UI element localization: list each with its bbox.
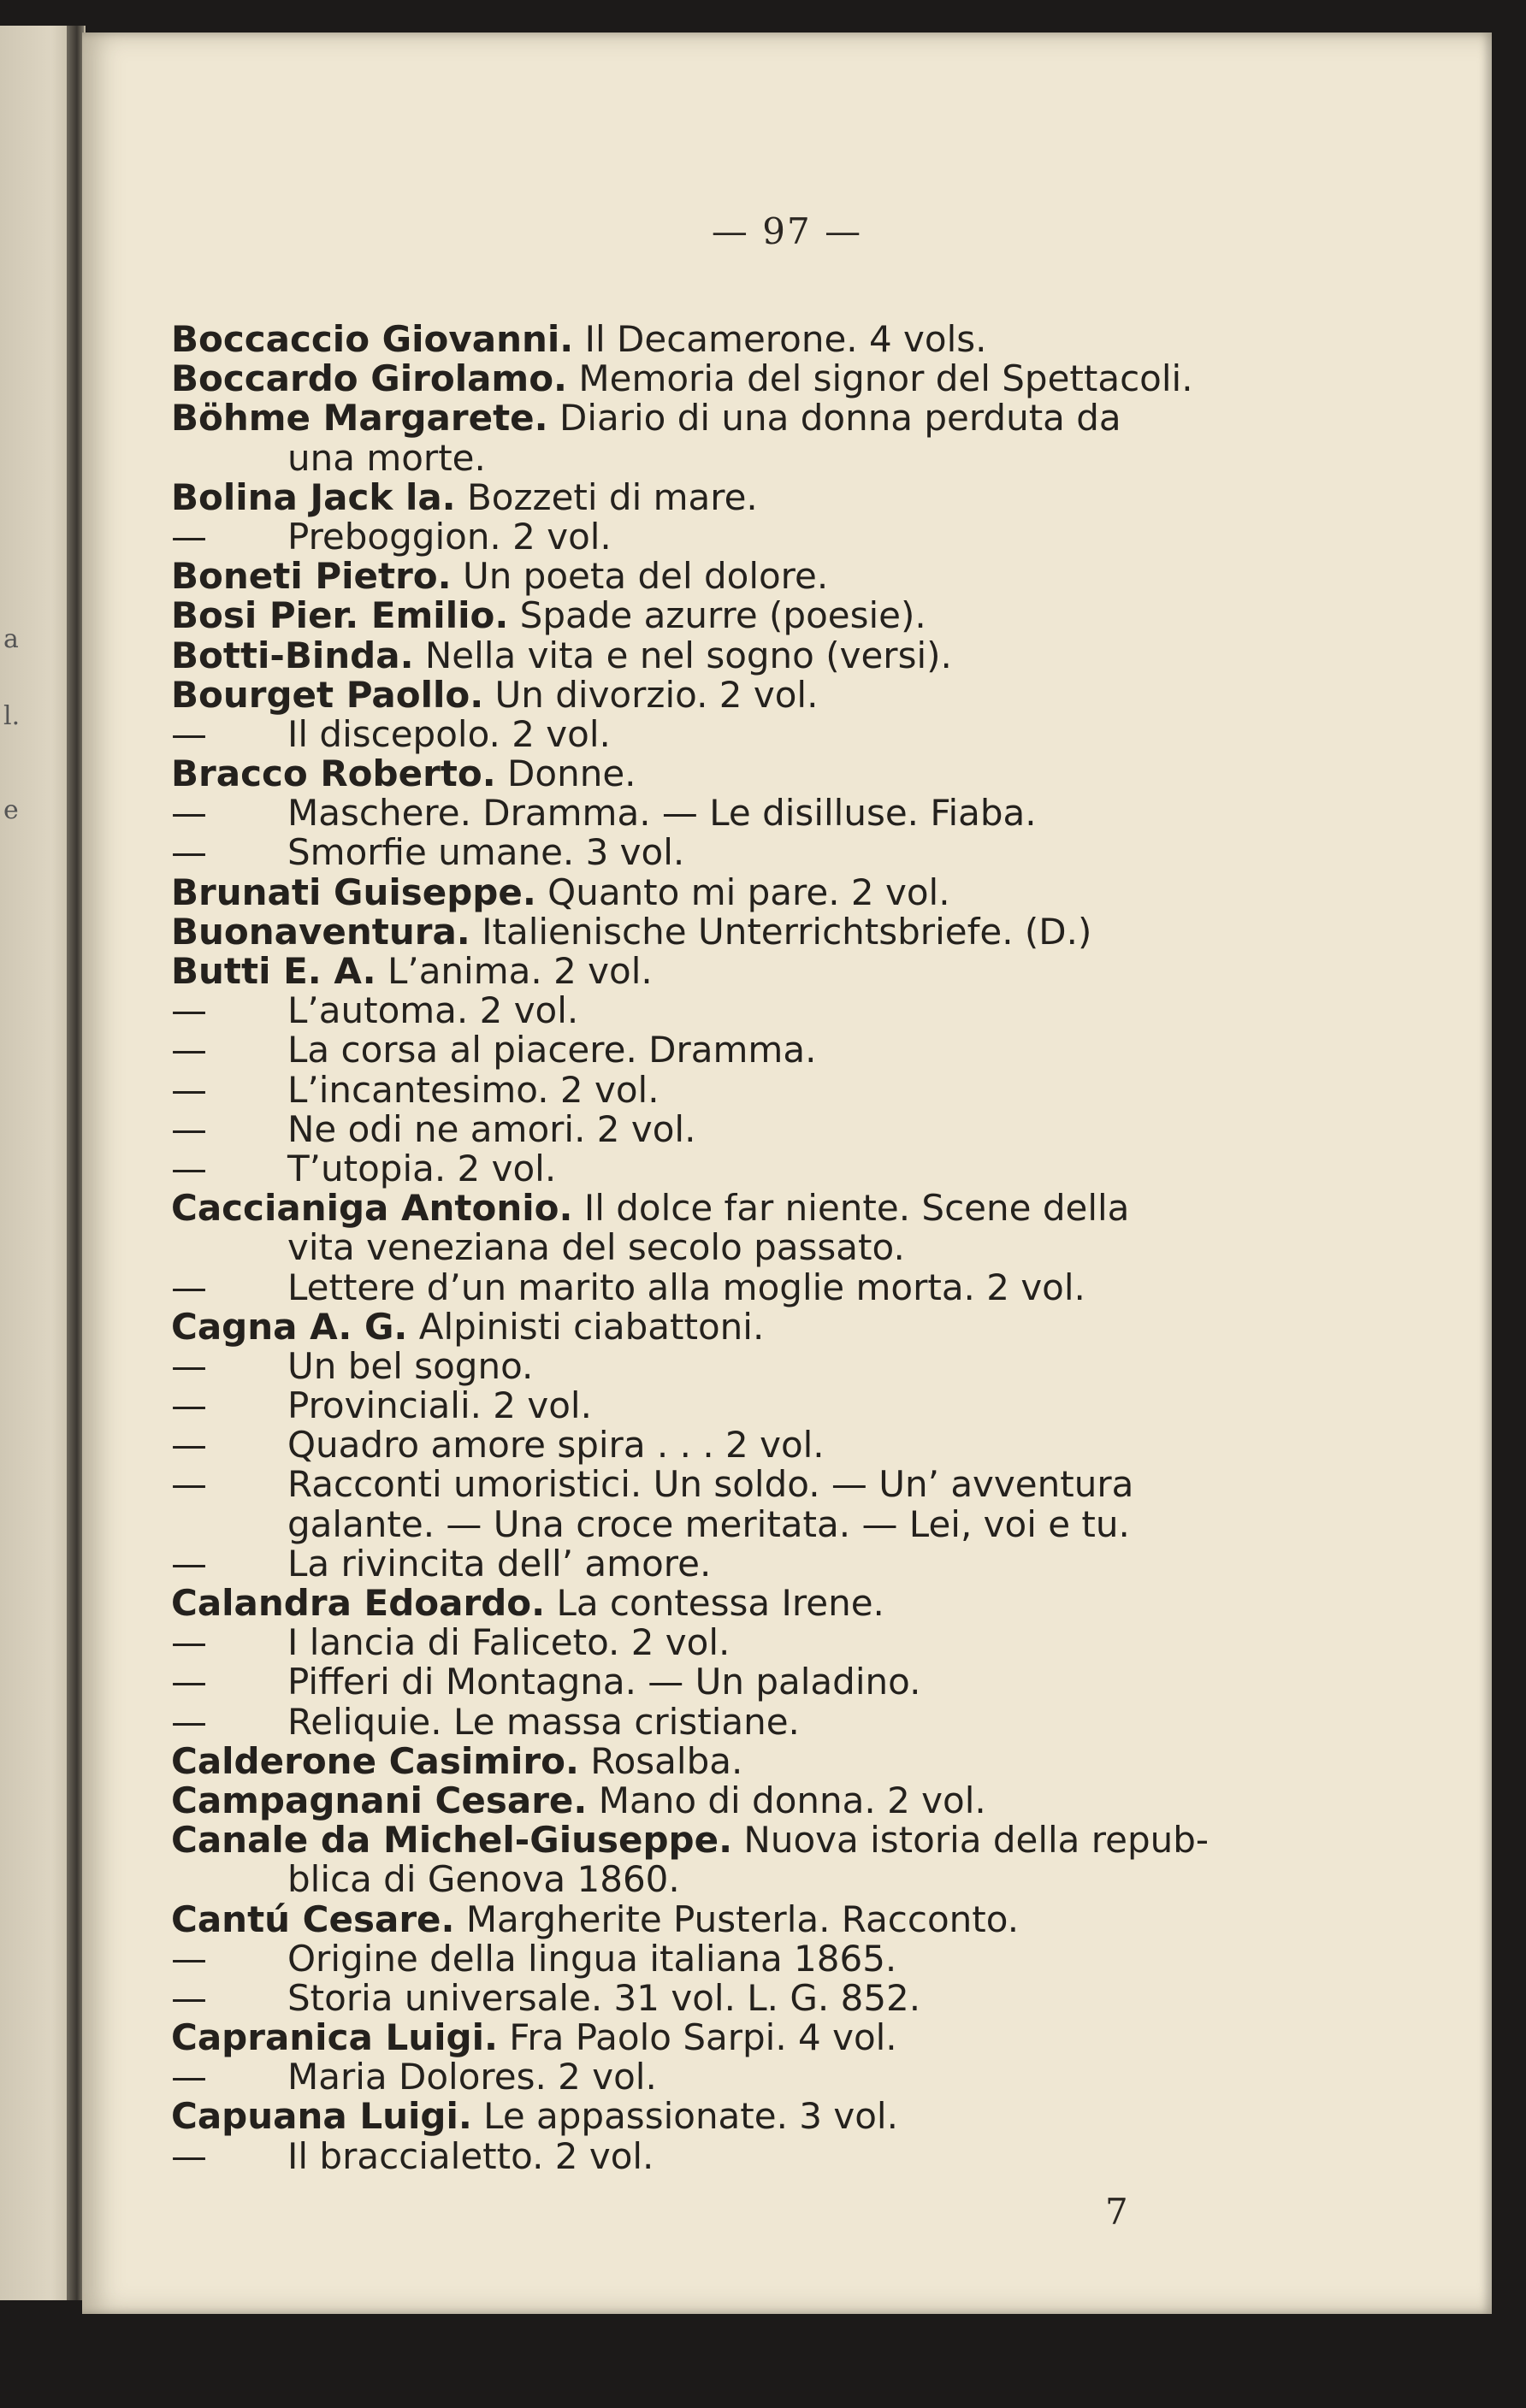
catalog-subentry xyxy=(171,712,1369,755)
title-text: Smorfie umane. 3 vol. xyxy=(287,831,685,874)
title-text: Un divorzio. 2 vol. xyxy=(483,673,819,716)
ditto-dash: — xyxy=(171,1463,207,1506)
author-name: Boccardo Girolamo. xyxy=(171,357,568,400)
title-text: Alpinisti ciabattoni. xyxy=(407,1305,765,1348)
catalog-continuation xyxy=(171,1860,1369,1899)
title-text: Un bel sogno. xyxy=(287,1344,534,1387)
author-name: Caccianiga Antonio. xyxy=(171,1187,573,1230)
catalog-subentry xyxy=(171,1030,1369,1070)
catalog-subentry xyxy=(171,517,1369,557)
title-text: Pifferi di Montagna. — Un paladino. xyxy=(287,1661,921,1703)
title-text: Il discepolo. 2 vol. xyxy=(287,712,611,755)
author-name: Cagna A. G. xyxy=(171,1305,408,1348)
catalog-subentry xyxy=(171,1662,1369,1702)
title-text: Mano di donna. 2 vol. xyxy=(587,1779,986,1821)
author-name: Capranica Luigi. xyxy=(171,2016,498,2059)
title-text: L’incantesimo. 2 vol. xyxy=(287,1068,659,1111)
title-text: T’utopia. 2 vol. xyxy=(287,1147,557,1189)
catalog-entry xyxy=(171,1739,1369,1782)
title-text: La contessa Irene. xyxy=(545,1582,884,1624)
title-text: blica di Genova 1860. xyxy=(287,1858,680,1901)
title-text: vita veneziana del secolo passato. xyxy=(287,1226,905,1269)
catalog-entry xyxy=(171,754,1369,794)
ditto-dash: — xyxy=(171,1937,207,1980)
catalog-subentry xyxy=(171,1344,1369,1387)
title-text: Ne odi ne amori. 2 vol. xyxy=(287,1107,696,1150)
ditto-dash: — xyxy=(171,1976,207,2019)
catalog-entry xyxy=(171,952,1369,991)
ditto-dash: — xyxy=(171,1107,207,1150)
ditto-dash: — xyxy=(171,1621,207,1664)
title-text: Il Decamerone. 4 vols. xyxy=(573,318,987,360)
title-text: L’anima. 2 vol. xyxy=(376,950,653,992)
catalog-entry xyxy=(171,673,1369,716)
title-text: Rosalba. xyxy=(578,1739,743,1782)
author-name: Bourget Paollo. xyxy=(171,673,484,716)
title-text: Un poeta del dolore. xyxy=(451,555,829,598)
page-number-header: — 97 — xyxy=(711,210,863,252)
catalog-subentry xyxy=(171,1107,1369,1150)
catalog-entry xyxy=(171,557,1369,596)
catalog-subentry xyxy=(171,2057,1369,2097)
catalog-entry xyxy=(171,912,1369,952)
catalog-entry xyxy=(171,2018,1369,2057)
author-name: Butti E. A. xyxy=(171,950,376,992)
title-text: Bozzeti di mare. xyxy=(455,475,758,518)
ditto-dash: — xyxy=(171,1700,207,1743)
ditto-dash: — xyxy=(171,1661,207,1703)
ditto-dash: — xyxy=(171,989,207,1032)
catalog-continuation xyxy=(171,1502,1369,1545)
catalog-entry xyxy=(171,1307,1369,1347)
catalog-entry xyxy=(171,873,1369,912)
author-name: Bolina Jack la. xyxy=(171,475,456,518)
catalog-entry xyxy=(171,1189,1369,1228)
signature-mark: 7 xyxy=(1105,2191,1128,2233)
ditto-dash: — xyxy=(171,2056,207,2098)
author-name: Calderone Casimiro. xyxy=(171,1739,579,1782)
page-sheet xyxy=(82,32,1492,2314)
author-name: Bracco Roberto. xyxy=(171,752,496,795)
catalog-entry-list xyxy=(171,320,1369,2176)
title-text: Racconti umoristici. Un soldo. — Un’ avventura xyxy=(287,1463,1134,1506)
ditto-dash: — xyxy=(171,1384,207,1427)
catalog-subentry xyxy=(171,1465,1369,1504)
catalog-entry xyxy=(171,1584,1369,1623)
title-text: Fra Paolo Sarpi. 4 vol. xyxy=(497,2016,897,2059)
ditto-dash: — xyxy=(171,515,207,558)
ditto-dash: — xyxy=(171,792,207,835)
ditto-dash: — xyxy=(171,1029,207,1071)
catalog-entry xyxy=(171,359,1369,398)
author-name: Böhme Margarete. xyxy=(171,397,548,440)
catalog-subentry xyxy=(171,2134,1369,2177)
catalog-entry xyxy=(171,2097,1369,2136)
title-text: Reliquie. Le massa cristiane. xyxy=(287,1700,800,1743)
catalog-entry xyxy=(171,636,1369,676)
catalog-continuation xyxy=(171,436,1369,479)
ditto-dash: — xyxy=(171,1068,207,1111)
catalog-subentry xyxy=(171,1268,1369,1307)
title-text: Il dolce far niente. Scene della xyxy=(572,1187,1130,1230)
margin-letter: a xyxy=(3,624,19,654)
title-text: Origine della lingua italiana 1865. xyxy=(287,1937,897,1980)
title-text: L’automa. 2 vol. xyxy=(287,989,579,1032)
ditto-dash: — xyxy=(171,1542,207,1585)
title-text: una morte. xyxy=(287,436,486,479)
title-text: Italienische Unterrichtsbriefe. (D.) xyxy=(470,910,1092,953)
ditto-dash: — xyxy=(171,831,207,874)
catalog-subentry xyxy=(171,1425,1369,1465)
catalog-subentry xyxy=(171,794,1369,833)
title-text: Donne. xyxy=(495,752,636,795)
catalog-entry xyxy=(171,596,1369,635)
title-text: Il braccialetto. 2 vol. xyxy=(287,2134,654,2177)
author-name: Boneti Pietro. xyxy=(171,555,452,598)
title-text: Diario di una donna perduta da xyxy=(547,397,1121,440)
ditto-dash: — xyxy=(171,1344,207,1387)
title-text: Preboggion. 2 vol. xyxy=(287,515,612,558)
author-name: Boccaccio Giovanni. xyxy=(171,318,574,360)
author-name: Calandra Edoardo. xyxy=(171,1582,546,1624)
catalog-subentry xyxy=(171,1939,1369,1979)
catalog-entry xyxy=(171,320,1369,359)
catalog-entry xyxy=(171,1897,1369,1940)
title-text: La corsa al piacere. Dramma. xyxy=(287,1029,817,1071)
catalog-entry xyxy=(171,1821,1369,1860)
author-name: Campagnani Cesare. xyxy=(171,1779,588,1821)
catalog-subentry xyxy=(171,833,1369,872)
catalog-entry xyxy=(171,1781,1369,1821)
title-text: Provinciali. 2 vol. xyxy=(287,1384,592,1427)
title-text: Quadro amore spira . . . 2 vol. xyxy=(287,1424,825,1467)
title-text: I lancia di Faliceto. 2 vol. xyxy=(287,1621,730,1664)
catalog-subentry xyxy=(171,1544,1369,1584)
catalog-subentry xyxy=(171,1386,1369,1425)
author-name: Bosi Pier. Emilio. xyxy=(171,594,509,637)
title-text: Nella vita e nel sogno (versi). xyxy=(413,634,952,676)
ditto-dash: — xyxy=(171,712,207,755)
catalog-subentry xyxy=(171,991,1369,1030)
author-name: Botti-Binda. xyxy=(171,634,414,676)
ditto-dash: — xyxy=(171,1266,207,1308)
title-text: La rivincita dell’ amore. xyxy=(287,1542,712,1585)
title-text: Maschere. Dramma. — Le disilluse. Fiaba. xyxy=(287,792,1037,835)
catalog-continuation xyxy=(171,1228,1369,1267)
margin-letter: e xyxy=(3,795,19,825)
ditto-dash: — xyxy=(171,1147,207,1189)
margin-letter: l. xyxy=(3,701,21,731)
catalog-subentry xyxy=(171,1068,1369,1111)
author-name: Cantú Cesare. xyxy=(171,1897,455,1940)
title-text: Spade azurre (poesie). xyxy=(508,594,926,637)
catalog-subentry xyxy=(171,1976,1369,2019)
ditto-dash: — xyxy=(171,1424,207,1467)
title-text: galante. — Una croce meritata. — Lei, voi e tu. xyxy=(287,1502,1130,1545)
title-text: Memoria del signor del Spettacoli. xyxy=(567,357,1193,400)
title-text: Nuova istoria della repub- xyxy=(732,1819,1210,1862)
title-text: Maria Dolores. 2 vol. xyxy=(287,2056,657,2098)
author-name: Buonaventura. xyxy=(171,910,470,953)
author-name: Brunati Guiseppe. xyxy=(171,871,536,913)
catalog-subentry xyxy=(171,1149,1369,1189)
catalog-entry xyxy=(171,398,1369,438)
title-text: Le appassionate. 3 vol. xyxy=(471,2095,898,2138)
book-gutter xyxy=(67,26,84,2300)
ditto-dash: — xyxy=(171,2134,207,2177)
catalog-subentry xyxy=(171,1700,1369,1743)
title-text: Quanto mi pare. 2 vol. xyxy=(535,871,950,913)
title-text: Lettere d’un marito alla moglie morta. 2 vol. xyxy=(287,1266,1085,1308)
author-name: Canale da Michel-Giuseppe. xyxy=(171,1819,733,1862)
catalog-subentry xyxy=(171,1623,1369,1662)
title-text: Storia universale. 31 vol. L. G. 852. xyxy=(287,1976,921,2019)
catalog-entry xyxy=(171,475,1369,518)
author-name: Capuana Luigi. xyxy=(171,2095,472,2138)
title-text: Margherite Pusterla. Racconto. xyxy=(454,1897,1020,1940)
